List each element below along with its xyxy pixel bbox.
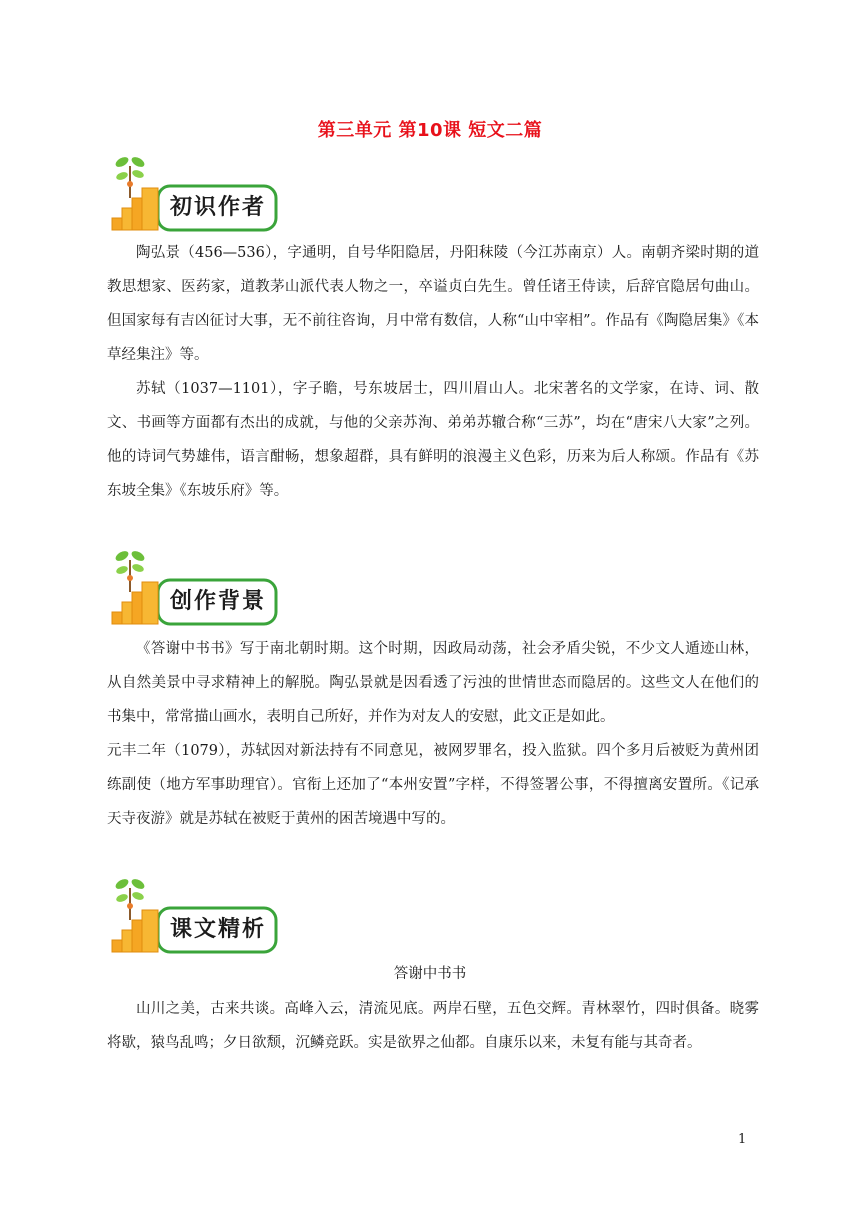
author-paragraph-2: 苏轼（1037—1101），字子瞻，号东坡居士，四川眉山人。北宋著名的文学家，在诗、词、散文、书画等方面都有杰出的成就，与他的父亲苏洵、弟弟苏辙合称“三苏”，均在“唐宋八大家”之列。他的诗词气势雄伟，语言酣畅，想象超群，具有鲜明的浪漫主义色彩，历来为后人称颂。作品有《苏东坡全集》《东坡乐府》等。 [107,381,759,499]
background-paragraph-1: 《答谢中书书》写于南北朝时期。这个时期，因政局动荡，社会矛盾尖锐，不少文人遁迹山林，从自然美景中寻求精神上的解脱。陶弘景就是因看透了污浊的世情世态而隐居的。这些文人在他们的书集中，常常描山画水，表明自己所好，并作为对友人的安慰，此文正是如此。 [107,641,759,725]
section-header-author [108,152,280,234]
text-title: 答谢中书书 [393,966,467,982]
section-label-author: 初识作者 [169,195,266,220]
section-label-analysis: 课文精析 [169,917,266,942]
section-header-background [108,546,280,628]
analysis-paragraph-1: 山川之美，古来共谈。高峰入云，清流见底。两岸石壁，五色交辉。青林翠竹，四时俱备。晓雾将歇，猿鸟乱鸣；夕日欲颓，沉鳞竞跃。实是欲界之仙都。自康乐以来，未复有能与其奇者。 [107,1001,759,1051]
page-number: 1 [738,1132,747,1147]
background-paragraph-2: 元丰二年（1079），苏轼因对新法持有不同意见，被网罗罪名，投入监狱。四个多月后被贬为黄州团练副使（地方军事助理官）。官衔上还加了“本州安置”字样，不得签署公事，不得擅离安置所。《记承天寺夜游》就是苏轼在被贬于黄州的困苦境遇中写的。 [107,743,759,827]
author-paragraph-1: 陶弘景（456—536），字通明，自号华阳隐居，丹阳秣陵（今江苏南京）人。南朝齐梁时期的道教思想家、医药家，道教茅山派代表人物之一，卒谥贞白先生。曾任诸王侍读，后辞官隐居句曲山。但国家每有吉凶征讨大事，无不前往咨询，月中常有数信，人称“山中宰相”。作品有《陶隐居集》《本草经集注》等。 [107,245,759,363]
section-header-analysis [108,874,280,956]
document-title: 第三单元 第10课 短文二篇 [317,120,543,141]
section-label-background: 创作背景 [169,589,266,614]
